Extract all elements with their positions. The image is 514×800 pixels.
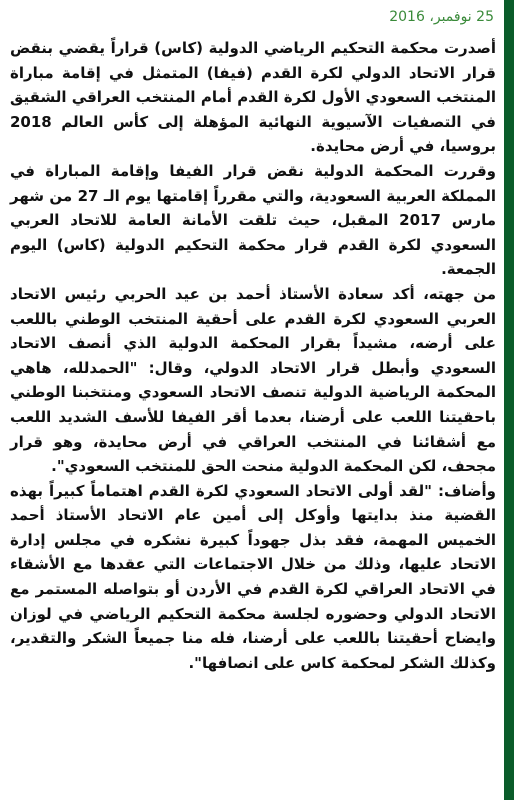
publish-date: 25 نوفمبر، 2016 (389, 9, 494, 25)
accent-bar (504, 0, 514, 800)
paragraph-1: أصدرت محكمة التحكيم الرياضي الدولية (كاس) قراراً يقضي بنقض قرار الاتحاد الدولي لكرة القدم (فيفا) المتمثل في إقامة مباراة المنتخب السعودي الأول لكرة القدم أمام المنتخب العراقي الشقيق في التصفيات الآسيوية النهائية المؤهلة إلى كأس العالم 2018 بروسيا، في أرض محايدة. (10, 39, 496, 156)
paragraph-2: وقررت المحكمة الدولية نقض قرار الفيفا وإقامة المباراة في المملكة العربية السعودية، والتي مقرراً إقامتها يوم الـ 27 من شهر مارس 2017 المقبل، حيث تلقت الأمانة العامة للاتحاد العربي السعودي لكرة القدم قرار محكمة التحكيم الدولية (كاس) اليوم الجمعة. (10, 161, 497, 279)
paragraph-3: من جهته، أكد سعادة الأستاذ أحمد بن عيد الحربي رئيس الاتحاد العربي السعودي لكرة القدم على أحقية المنتخب الوطني باللعب على أرضه، مشيداً بقرار المحكمة الدولية الذي أنصف الاتحاد السعودي وأبطل قرار الاتحاد الدولي، وقال: "الحمدلله، هاهي المحكمة الرياضية الدولية تنصف الاتحاد السعودي ومنتخبنا الوطني باحقيتنا اللعب على أرضنا، بعدما أقر الفيفا للأسف الشديد اللعب مع أشقائنا في المنتخب العراقي في أرض محايدة، وهو قرار مجحف، لكن المحكمة الدولية منحت الحق للمنتخب السعودي". (10, 284, 496, 476)
paragraph-4: وأضاف: "لقد أولى الاتحاد السعودي لكرة القدم اهتماماً كبيراً بهذه القضية منذ بدايتها وأوكل إلى أمين عام الاتحاد الأستاذ أحمد الخميس المهمة، فقد بذل جهوداً كبيرة نشكره في مجلس إدارة الاتحاد عليها، وذلك من خلال الاجتماعات التي عقدها مع الأشقاء في الاتحاد العراقي لكرة القدم في الأردن أو بتواصله المستمر مع الاتحاد الدولي وحضوره لجلسة محكمة التحكيم الرياضي في لوزان وايضاح أحقيتنا باللعب على أرضنا، فله منا جميعاً الشكر والتقدير، وكذلك الشكر لمحكمة كاس على انصافها". (10, 481, 496, 672)
article-body (10, 36, 496, 675)
